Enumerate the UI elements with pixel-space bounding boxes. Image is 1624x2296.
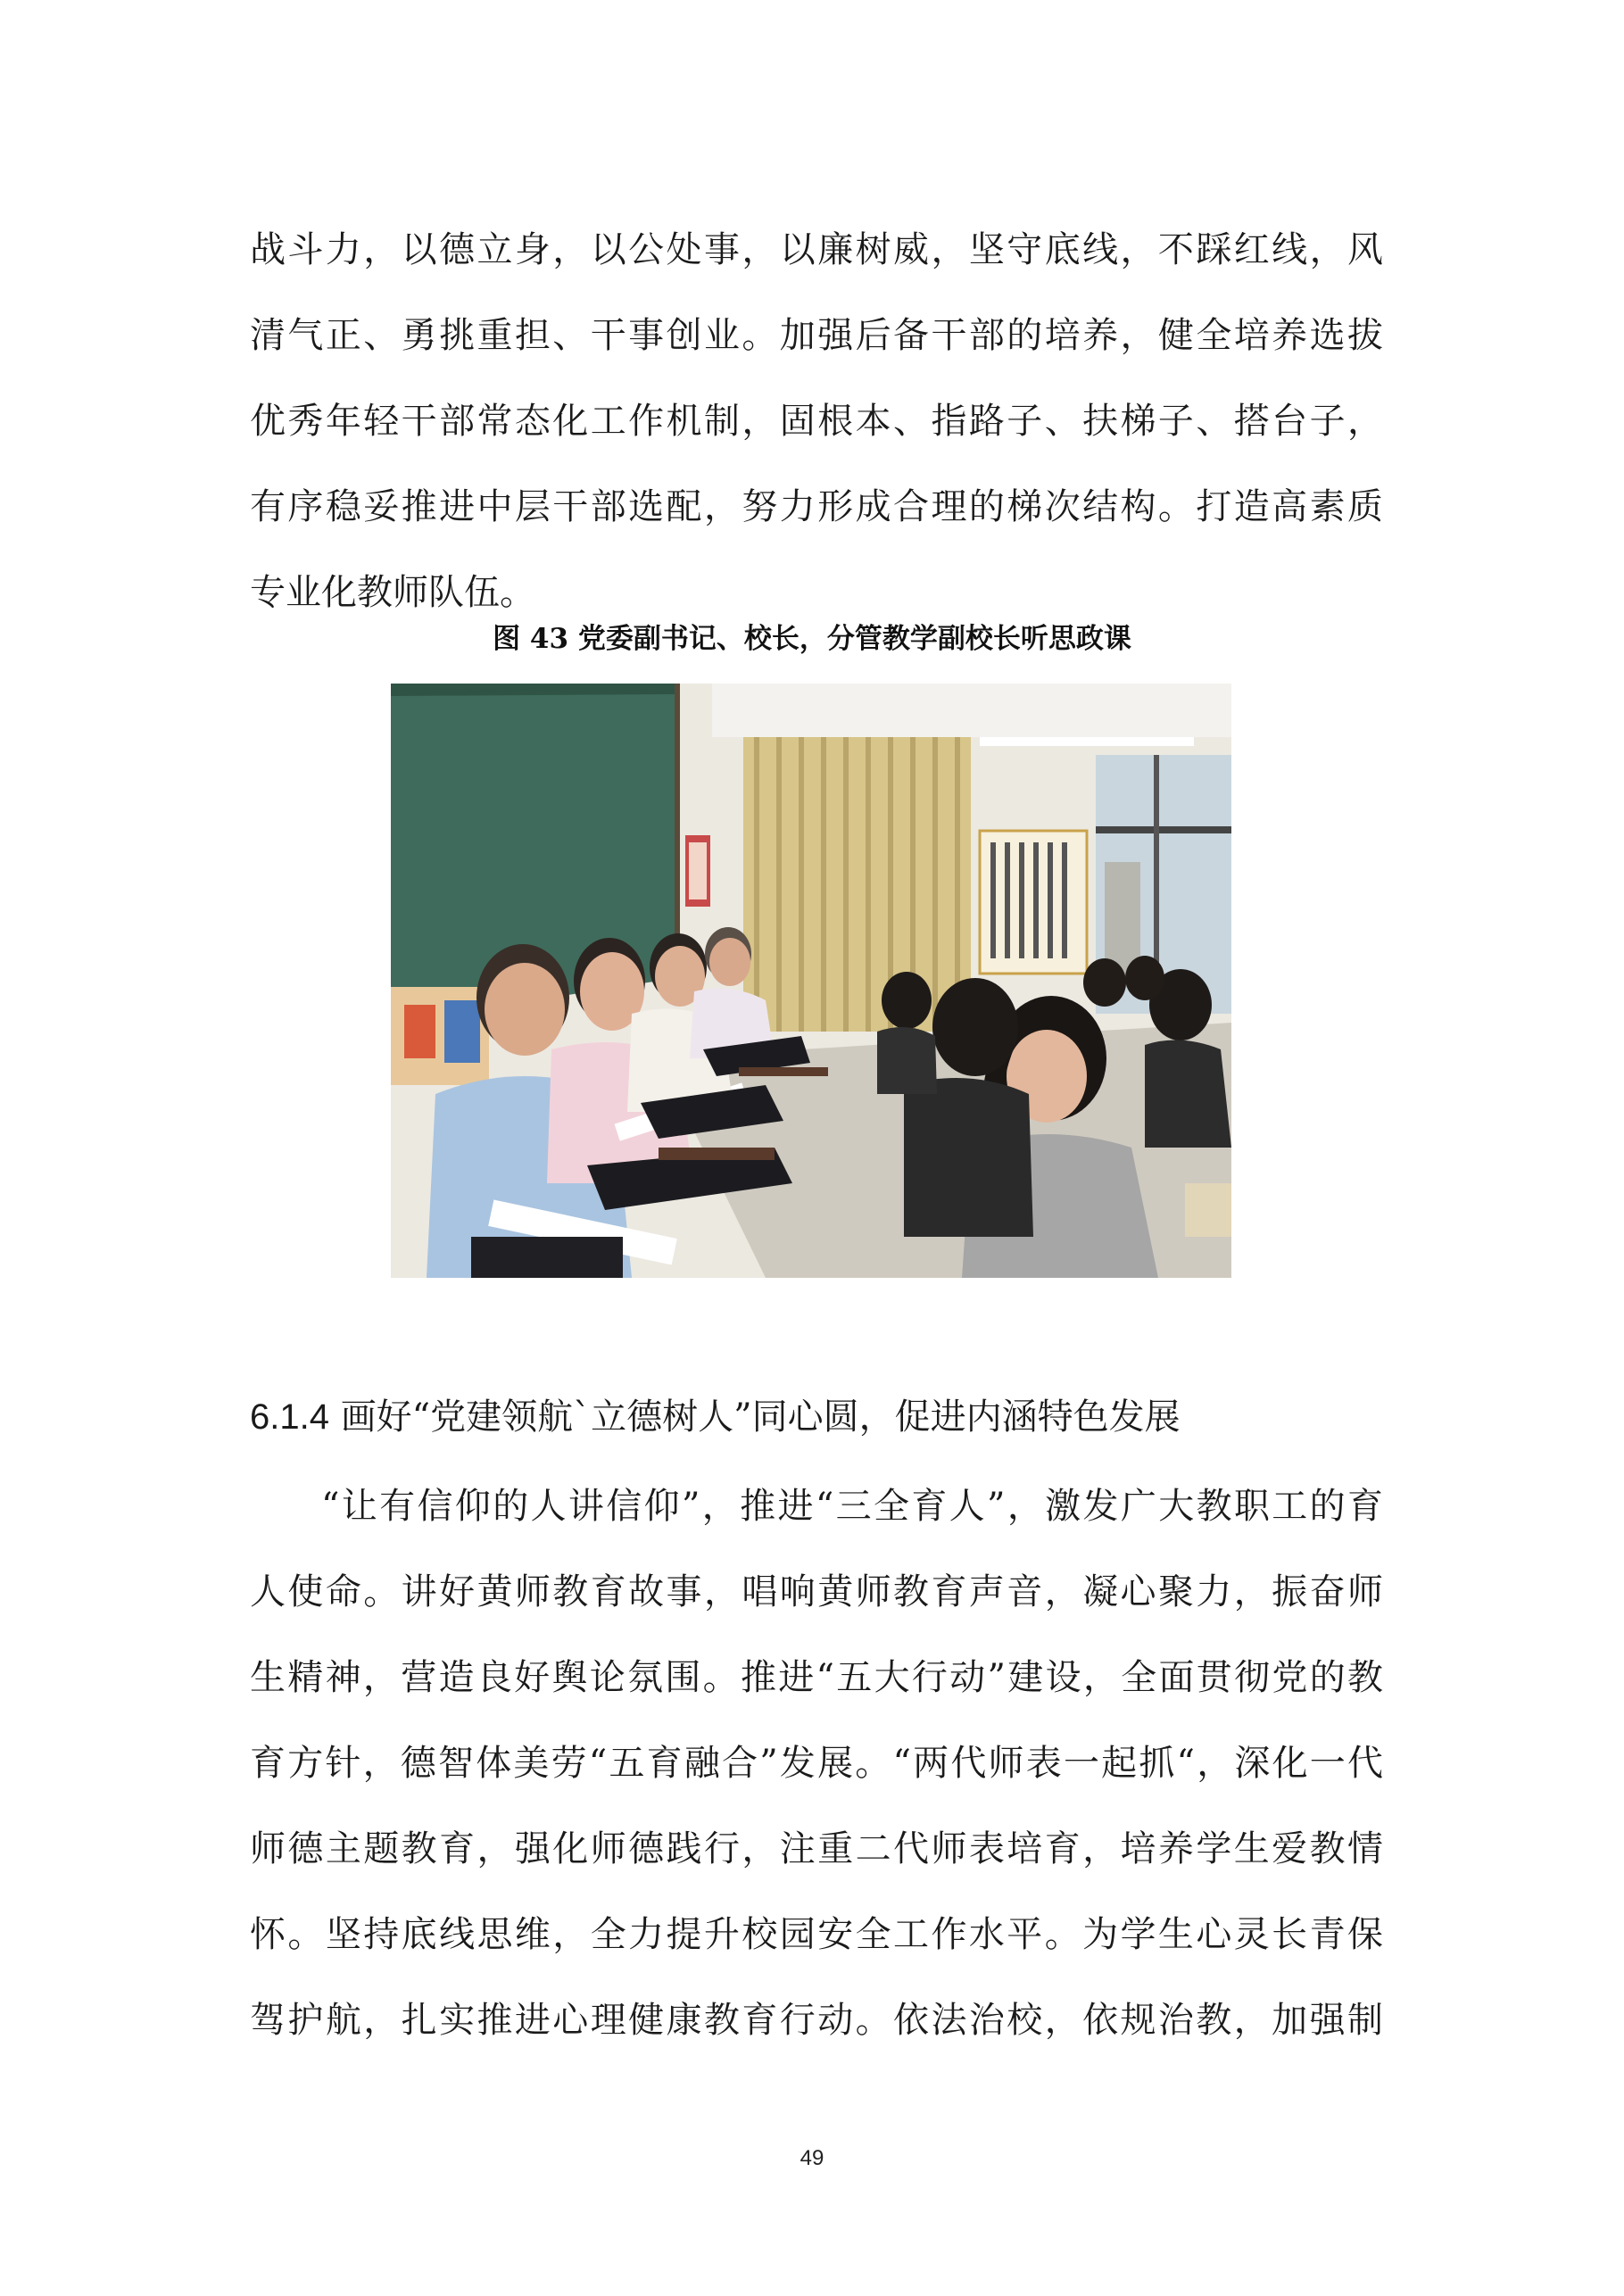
figure-caption: 图 43 党委副书记、校长，分管教学副校长听思政课 xyxy=(493,623,1131,655)
paragraph-line: 优秀年轻干部常态化工作机制，固根本、指路子、扶梯子、搭台子， xyxy=(250,401,1383,442)
paragraph-line: 怀。坚持底线思维，全力提升校园安全工作水平。为学生心灵长青保 xyxy=(250,1914,1383,1955)
section-heading xyxy=(250,1381,1410,1453)
paragraph-line: “让有信仰的人讲信仰”，推进“三全育人”，激发广大教职工的育 xyxy=(321,1486,1383,1527)
paragraph-line: 驾护航，扎实推进心理健康教育行动。依法治校，依规治教，加强制 xyxy=(250,2000,1383,2041)
paragraph-line: 专业化教师队伍。 xyxy=(250,572,535,613)
section-number: 6.1.4 xyxy=(250,1397,329,1437)
paragraph-bottom xyxy=(250,1463,1383,2063)
paragraph-line: 师德主题教育，强化师德践行，注重二代师表培育，培养学生爱教情 xyxy=(250,1828,1383,1869)
paragraph-line: 有序稳妥推进中层干部选配，努力形成合理的梯次结构。打造高素质 xyxy=(250,486,1383,527)
section-title: 画好“党建领航`立德树人”同心圆，促进内涵特色发展 xyxy=(340,1397,1181,1438)
page-number: 49 xyxy=(800,2146,824,2170)
paragraph-line: 战斗力，以德立身，以公处事，以廉树威，坚守底线，不踩红线，风 xyxy=(250,229,1383,270)
paragraph-line: 人使命。讲好黄师教育故事，唱响黄师教育声音，凝心聚力，振奋师 xyxy=(250,1571,1383,1612)
classroom-photo xyxy=(391,684,1231,1278)
paragraph-line: 育方针，德智体美劳“五育融合”发展。“两代师表一起抓“，深化一代 xyxy=(250,1743,1383,1784)
paragraph-line: 生精神，营造良好舆论氛围。推进“五大行动”建设，全面贯彻党的教 xyxy=(250,1657,1383,1698)
paragraph-top xyxy=(250,207,1383,635)
paragraph-line: 清气正、勇挑重担、干事创业。加强后备干部的培养，健全培养选拔 xyxy=(250,315,1383,356)
